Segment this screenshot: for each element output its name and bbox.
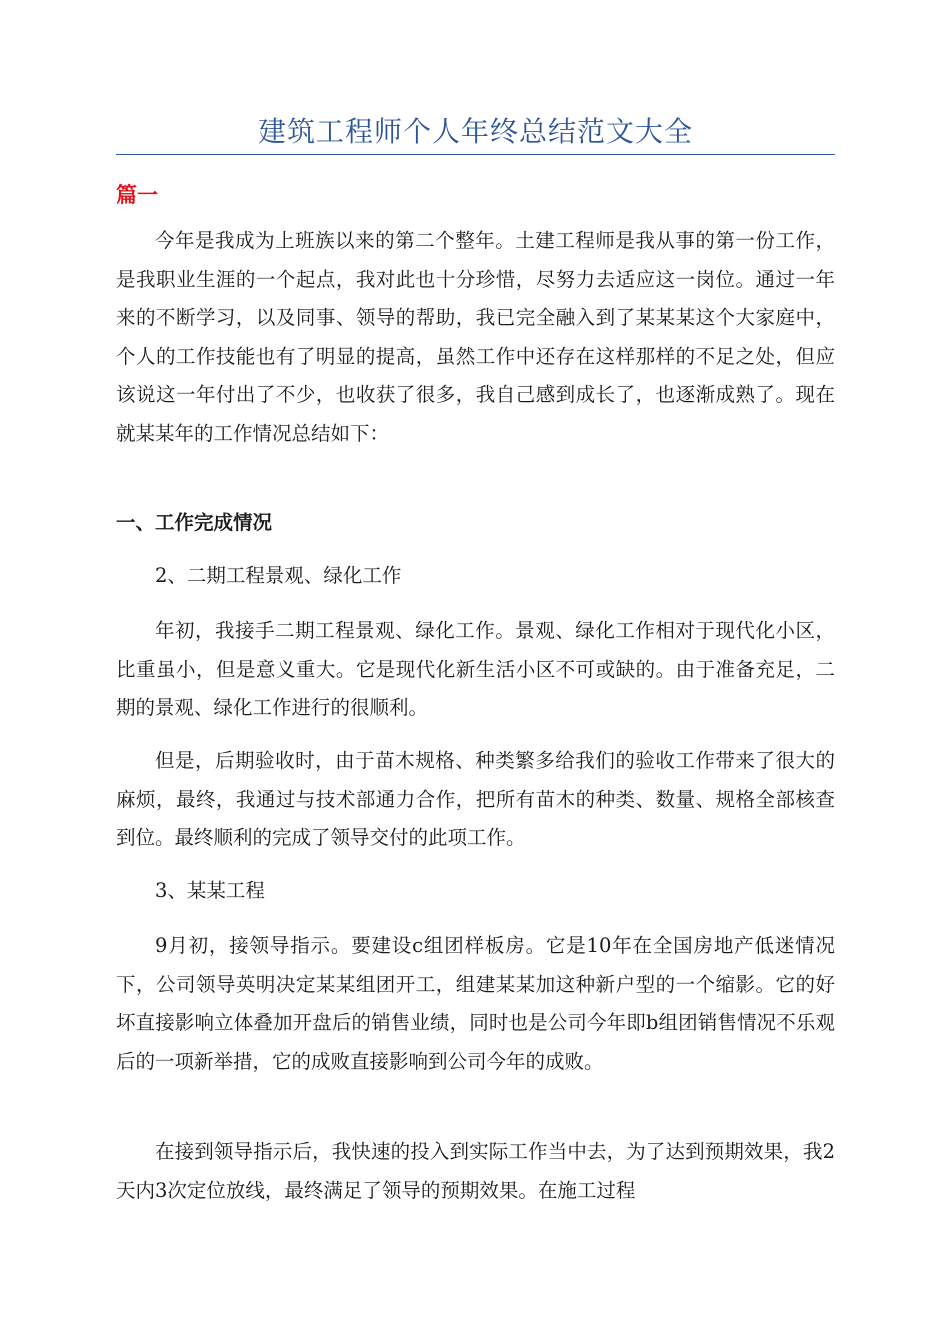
subheading-project-three: 3、某某工程 — [155, 879, 265, 902]
paragraph-showroom: 9月初，接领导指示。要建设c组团样板房。它是10年在全国房地产低迷情况下，公司领导英明决定某某组团开工，组建某某加这种新户型的一个缩影。它的好坏直接影响立体叠加开盘后的销售业绩，同时也是公司今年即b组团销售情况不乐观后的一项新举措，它的成败直接影响到公司今年的成败。 — [116, 934, 835, 1073]
paragraph-landscape-acceptance: 但是，后期验收时，由于苗木规格、种类繁多给我们的验收工作带来了很大的麻烦，最终，我通过与技术部通力合作，把所有苗木的种类、数量、规格全部核查到位。最终顺利的完成了领导交付的此项工作。 — [116, 749, 835, 849]
intro-paragraph: 今年是我成为上班族以来的第二个整年。土建工程师是我从事的第一份工作，是我职业生涯的一个起点，我对此也十分珍惜，尽努力去适应这一岗位。通过一年来的不断学习，以及同事、领导的帮助，我已完全融入到了某某某这个大家庭中，个人的工作技能也有了明显的提高，虽然工作中还存在这样那样的不足之处，但应该说这一年付出了不少，也收获了很多，我自己感到成长了，也逐渐成熟了。现在就某某年的工作情况总结如下： — [116, 229, 835, 445]
heading-work-completion: 一、工作完成情况 — [116, 511, 273, 534]
section-label: 篇一 — [116, 182, 158, 207]
subheading-phase-two-landscape: 2、二期工程景观、绿化工作 — [155, 564, 402, 587]
paragraph-positioning: 在接到领导指示后，我快速的投入到实际工作当中去，为了达到预期效果，我2天内3次定位放线，最终满足了领导的预期效果。在施工过程 — [116, 1140, 835, 1202]
document-title: 建筑工程师个人年终总结范文大全 — [257, 115, 693, 148]
title-underline — [116, 154, 835, 155]
paragraph-landscape-intro: 年初，我接手二期工程景观、绿化工作。景观、绿化工作相对于现代化小区，比重虽小，但是意义重大。它是现代化新生活小区不可或缺的。由于准备充足，二期的景观、绿化工作进行的很顺利。 — [116, 619, 835, 719]
